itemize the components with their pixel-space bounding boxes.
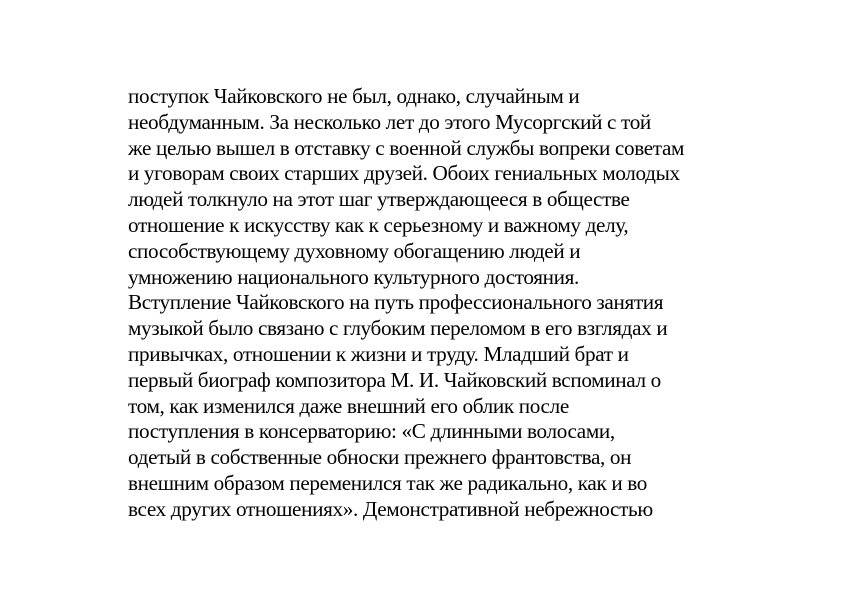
- text-line: музыкой было связано с глубоким переломом в его взглядах и: [128, 316, 668, 341]
- text-line: привычках, отношении к жизни и труду. Младший брат и: [128, 341, 629, 366]
- text-line: способствующему духовному обогащению людей и: [128, 238, 581, 263]
- body-text: [128, 84, 728, 523]
- text-line: поступления в консерваторию: «С длинными волосами,: [128, 419, 615, 444]
- text-line: том, как изменился даже внешний его облик после: [128, 393, 569, 418]
- text-line: людей толкнуло на этот шаг утверждающееся в обществе: [128, 187, 630, 212]
- text-line: необдуманным. За несколько лет до этого Мусоргский с той: [128, 109, 651, 134]
- text-line: же целью вышел в отставку с военной службы вопреки советам: [128, 135, 685, 160]
- text-line: Вступление Чайковского на путь профессионального занятия: [128, 290, 664, 315]
- text-line: отношение к искусству как к серьезному и важному делу,: [128, 212, 629, 237]
- text-line: первый биограф композитора М. И. Чайковский вспоминал о: [128, 367, 661, 392]
- text-line: поступок Чайковского не был, однако, случайным и: [128, 84, 580, 108]
- text-line: внешним образом переменился так же радикально, как и во: [128, 470, 648, 495]
- text-line: всех других отношениях». Демонстративной небрежностью: [128, 496, 653, 521]
- text-line: умножению национального культурного достояния.: [128, 264, 579, 289]
- text-line: и уговорам своих старших друзей. Обоих гениальных молодых: [128, 161, 680, 186]
- text-line: одетый в собственные обноски прежнего франтовства, он: [128, 445, 632, 470]
